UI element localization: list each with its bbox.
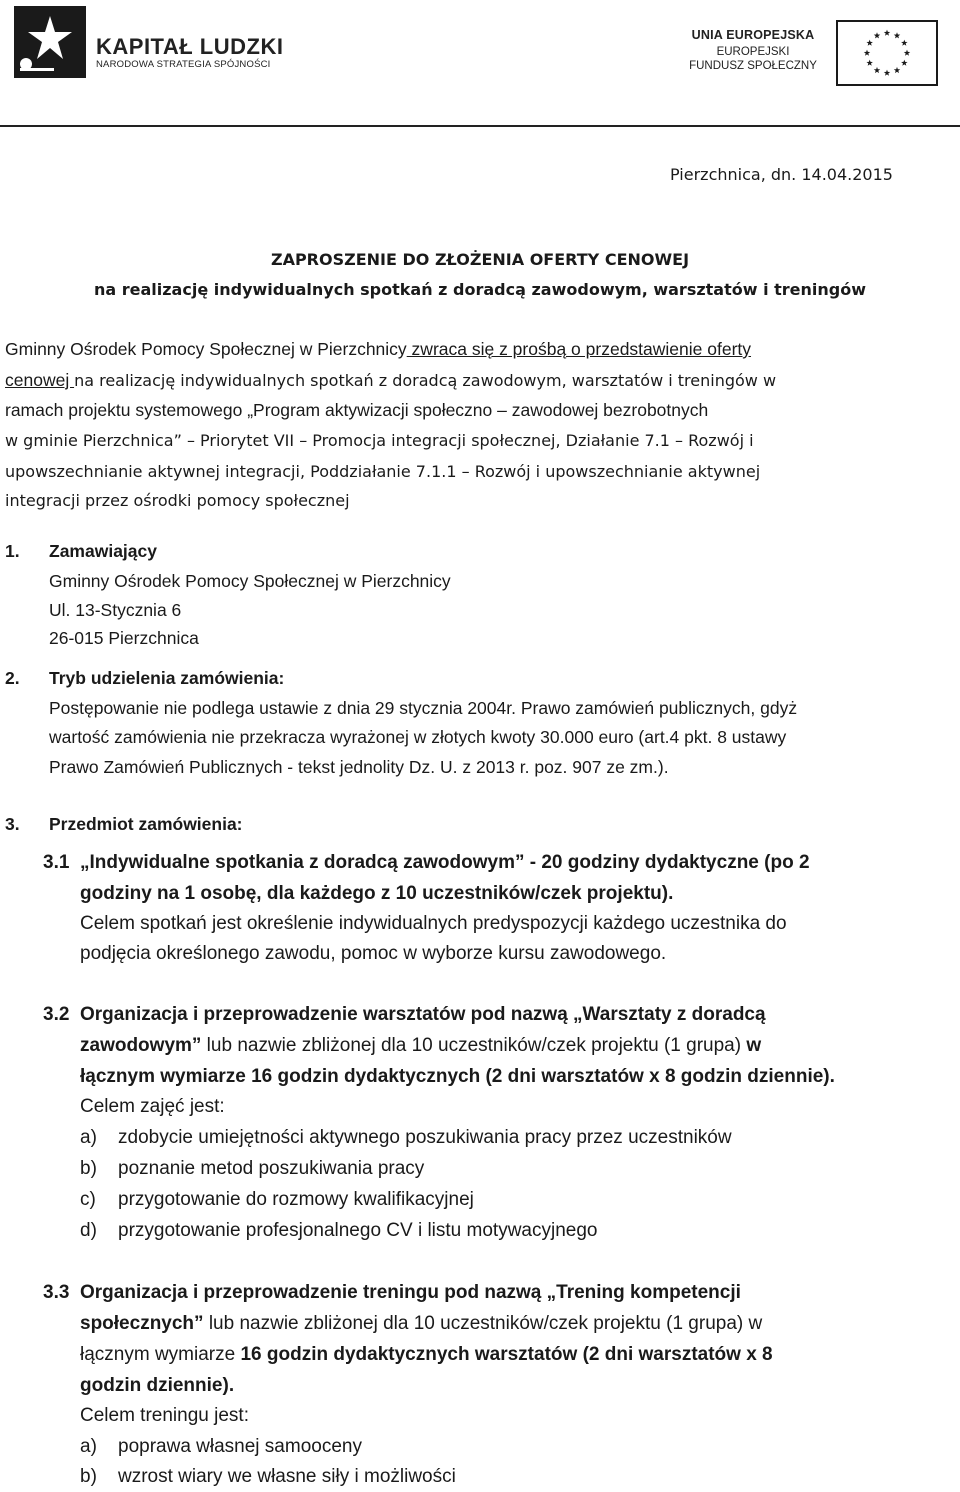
- date-line: Pierzchnica, dn. 14.04.2015: [670, 165, 893, 184]
- intro-line-5: upowszechnianie aktywnej integracji, Poddziałanie 7.1.1 – Rozwój i upowszechnianie aktywnej: [5, 462, 761, 481]
- list-item: [80, 1220, 97, 1242]
- list-item-text: przygotowanie do rozmowy kwalifikacyjnej: [118, 1189, 474, 1210]
- list-item: [80, 1158, 97, 1180]
- list-item-text: przygotowanie profesjonalnego CV i listu motywacyjnego: [118, 1220, 598, 1241]
- section-1-line-1: Gminny Ośrodek Pomocy Społecznej w Pierzchnicy: [49, 571, 451, 591]
- section-2-title: Tryb udzielenia zamówienia:: [49, 668, 285, 688]
- logo-subtitle: NARODOWA STRATEGIA SPÓJNOŚCI: [96, 59, 271, 70]
- section-3-title: Przedmiot zamówienia:: [49, 814, 243, 834]
- list-item-text: poznanie metod poszukiwania pracy: [118, 1158, 425, 1179]
- subsection-3-2-line-1: Organizacja i przeprowadzenie warsztatów pod nazwą „Warsztaty z doradcą: [80, 1004, 766, 1025]
- header-divider: [0, 125, 960, 127]
- subsection-3-3-line-2-plain: lub nazwie zbliżonej dla 10 uczestników/czek projektu (1 grupa) w: [203, 1313, 763, 1334]
- subsection-3-3-line-2: [80, 1313, 762, 1335]
- intro-line-6: integracji przez ośrodki pomocy społecznej: [5, 491, 350, 510]
- document-title: ZAPROSZENIE DO ZŁOŻENIA OFERTY CENOWEJ: [270, 250, 690, 269]
- subsection-3-1-line-4: podjęcia określonego zawodu, pomoc w wyborze kursu zawodowego.: [80, 943, 667, 964]
- list-item-letter: d): [80, 1220, 97, 1241]
- intro-line-1-plain: Gminny Ośrodek Pomocy Społecznej w Pierzchnicy: [5, 339, 407, 359]
- subsection-3-1-line-2: godziny na 1 osobę, dla każdego z 10 uczestników/czek projektu).: [80, 883, 674, 904]
- section-1-title: Zamawiający: [49, 541, 157, 561]
- list-item-text: zdobycie umiejętności aktywnego poszukiwania pracy przez uczestników: [118, 1127, 732, 1148]
- eu-flag-icon: [836, 20, 938, 86]
- list-item-letter: a): [80, 1436, 97, 1457]
- eu-logo-line1: UNIA EUROPEJSKA: [691, 28, 815, 42]
- list-item: [80, 1127, 97, 1149]
- document-subtitle: na realizację indywidualnych spotkań z doradcą zawodowym, warsztatów i treningów: [93, 280, 867, 299]
- list-item-letter: a): [80, 1127, 97, 1148]
- subsection-3-3-line-4: godzin dziennie).: [80, 1375, 235, 1396]
- intro-line-1-underlined: zwraca się z prośbą o przedstawienie oferty: [406, 339, 752, 359]
- section-1-line-3: 26-015 Pierzchnica: [49, 628, 199, 648]
- subsection-3-2-line-3: łącznym wymiarze 16 godzin dydaktycznych (2 dni warsztatów x 8 godzin dziennie).: [80, 1066, 835, 1087]
- subsection-3-2-line-2-plain: lub nazwie zbliżonej dla 10 uczestników/czek projektu (1 grupa): [201, 1035, 747, 1056]
- list-item: [80, 1436, 97, 1458]
- section-2-line-3: Prawo Zamówień Publicznych - tekst jednolity Dz. U. z 2013 r. poz. 907 ze zm.).: [49, 757, 669, 777]
- intro-line-2: [5, 369, 776, 392]
- intro-line-3: ramach projektu systemowego „Program aktywizacji społeczno – zawodowej bezrobotnych: [5, 400, 709, 420]
- subsection-3-3-line-5: Celem treningu jest:: [80, 1405, 249, 1426]
- eu-logo-line2: EUROPEJSKI: [716, 46, 790, 58]
- list-item-letter: c): [80, 1189, 96, 1210]
- subsection-3-2-line-2: [80, 1035, 761, 1057]
- subsection-3-3-line-3: [80, 1344, 773, 1366]
- intro-line-2-plain: na realizację indywidualnych spotkań z doradcą zawodowym, warsztatów i treningów w: [74, 371, 777, 390]
- subsection-3-3-line-3-plain: łącznym wymiarze: [80, 1344, 241, 1365]
- subsection-3-2-line-2-bold: zawodowym”: [80, 1035, 202, 1056]
- subsection-3-2-line-2-bold-end: w: [746, 1035, 762, 1056]
- subsection-3-1-line-1: „Indywidualne spotkania z doradcą zawodowym” - 20 godziny dydaktyczne (po 2: [80, 852, 810, 873]
- section-2-line-1: Postępowanie nie podlega ustawie z dnia 29 stycznia 2004r. Prawo zamówień publicznych, gdyż: [49, 698, 798, 718]
- subsection-3-1-number: 3.1: [43, 852, 70, 873]
- intro-line-1: [5, 338, 957, 360]
- intro-line-4: w gminie Pierzchnica” – Priorytet VII – Promocja integracji społecznej, Działanie 7.1 – Rozwój i: [5, 431, 754, 450]
- subsection-3-2-line-4: Celem zajęć jest:: [80, 1096, 225, 1117]
- section-2-line-2: wartość zamówienia nie przekracza wyrażonej w złotych kwoty 30.000 euro (art.4 pkt. 8 ustawy: [49, 727, 787, 747]
- section-1-line-2: Ul. 13-Stycznia 6: [49, 600, 182, 620]
- list-item: [80, 1466, 97, 1488]
- logo-title: KAPITAŁ LUDZKI: [96, 34, 284, 59]
- subsection-3-1-line-3: Celem spotkań jest określenie indywidualnych predyspozycji każdego uczestnika do: [80, 913, 787, 934]
- list-item: [80, 1189, 96, 1211]
- list-item-text: poprawa własnej samooceny: [118, 1436, 362, 1457]
- subsection-3-2-number: 3.2: [43, 1004, 70, 1025]
- section-2-number: 2.: [5, 668, 20, 688]
- subsection-3-3-number: 3.3: [43, 1282, 70, 1303]
- section-3-number: 3.: [5, 814, 20, 834]
- eu-logo-text: [680, 28, 826, 72]
- list-item-text: wzrost wiary we własne siły i możliwości: [118, 1466, 456, 1487]
- subsection-3-3-line-3-bold: 16 godzin dydaktycznych warsztatów (2 dni warsztatów x 8: [240, 1344, 773, 1365]
- eu-logo-line3: FUNDUSZ SPOŁECZNY: [689, 60, 817, 72]
- list-item-letter: b): [80, 1466, 97, 1487]
- document-header: [0, 0, 960, 120]
- subsection-3-3-line-2-bold: społecznych”: [80, 1313, 204, 1334]
- intro-line-2-underlined: cenowej: [5, 370, 75, 390]
- list-item-letter: b): [80, 1158, 97, 1179]
- subsection-3-3-line-1: Organizacja i przeprowadzenie treningu pod nazwą „Trening kompetencji: [80, 1282, 741, 1303]
- section-1-number: 1.: [5, 541, 20, 561]
